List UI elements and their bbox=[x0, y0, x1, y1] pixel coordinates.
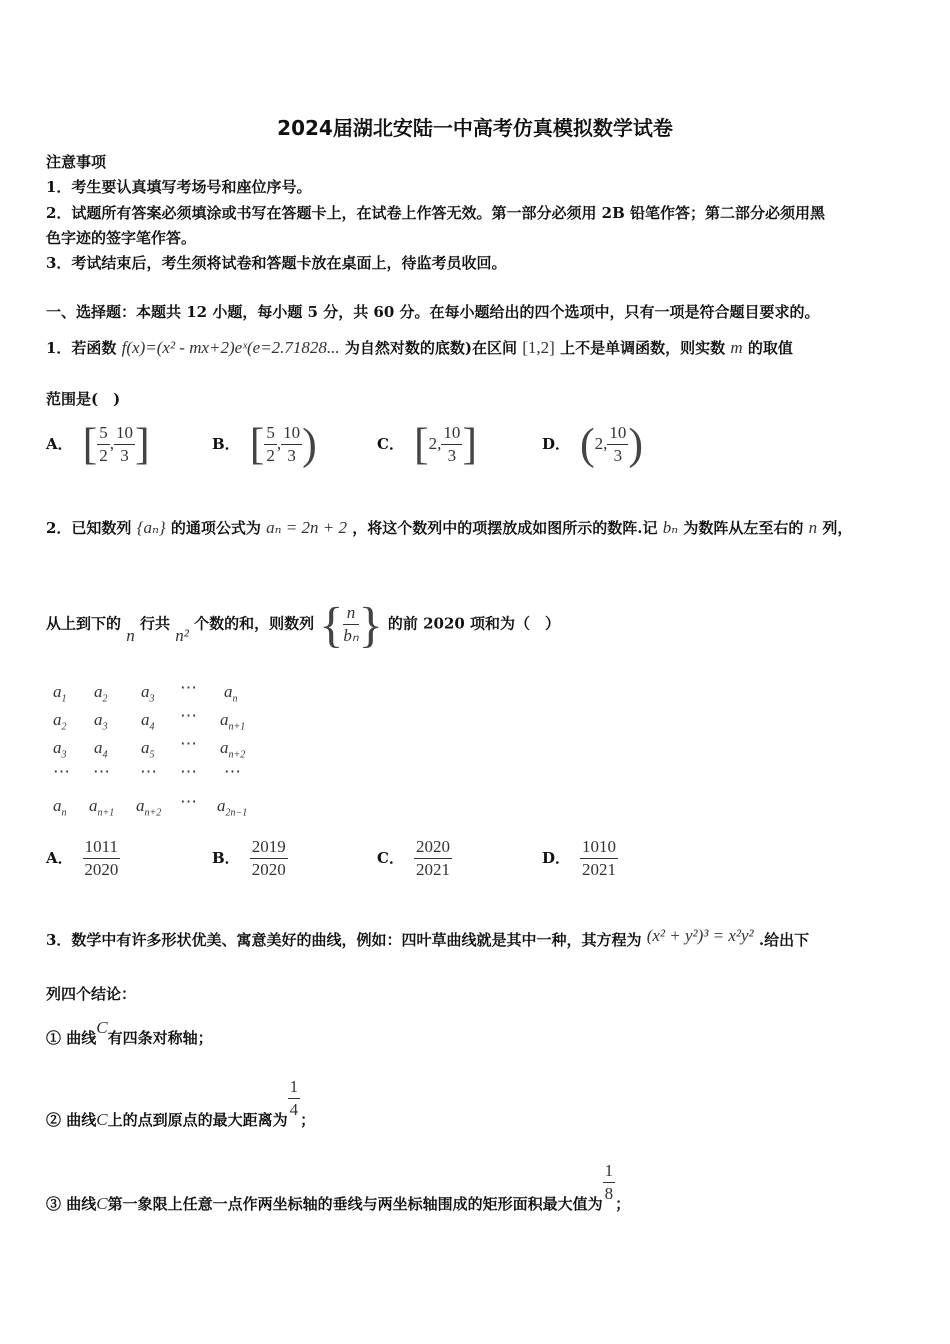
c1-text-b: 有四条对称轴； bbox=[107, 1029, 213, 1047]
left-bracket: [ bbox=[249, 419, 265, 469]
q3-suffix: .给出下 bbox=[758, 931, 810, 949]
q3-conclusion-2 bbox=[46, 1076, 316, 1129]
q2-formula: aₙ = 2n + 2 bbox=[266, 518, 348, 537]
notice-item-1: 1．考生要认真填写考场号和座位序号。 bbox=[46, 178, 312, 196]
right-brace: } bbox=[358, 596, 383, 653]
notice-item-2-cont: 色字迹的签字笔作答。 bbox=[46, 229, 197, 247]
section-heading: 一、选择题：本题共 12 小题，每小题 5 分，共 60 分。在每小题给出的四个选项中，只有一项是符合题目要求的。 bbox=[46, 303, 820, 321]
q1-option-d[interactable]: D． (2, $\frac{10}{3}$ ) bbox=[542, 419, 644, 469]
c2-text-a: ② 曲线 bbox=[46, 1110, 97, 1129]
fraction: $\frac{5}{2}$ bbox=[266, 423, 275, 465]
right-bracket: ) bbox=[628, 419, 644, 469]
fraction: $\frac{10}{3}$ bbox=[116, 423, 134, 465]
fraction: $\frac{10}{3}$ bbox=[443, 423, 461, 465]
fraction: $\frac{1011}{2020}$ bbox=[84, 837, 119, 879]
q2-option-d[interactable] bbox=[542, 836, 618, 881]
left-brace: { bbox=[319, 596, 344, 653]
q2-seq: {aₙ} bbox=[136, 518, 166, 537]
option-label: C． bbox=[377, 435, 404, 453]
c2-var: C bbox=[96, 1109, 108, 1129]
option-label: A． bbox=[46, 849, 73, 867]
q1-line2: 范围是( ) bbox=[46, 390, 121, 408]
fraction: $\frac{10}{3}$ bbox=[283, 423, 301, 465]
q3-conclusion-1 bbox=[46, 1018, 213, 1048]
c2-text-c: ； bbox=[300, 1110, 316, 1129]
q2-line2 bbox=[46, 596, 561, 653]
q2-bn: bₙ bbox=[662, 518, 679, 537]
option-label: D． bbox=[542, 849, 571, 867]
q3-conclusion-3 bbox=[46, 1160, 631, 1213]
q1-formula: f(x)=(x² - mx+2)eˣ(e=2.71828... bbox=[121, 338, 340, 357]
q3-formula: (x² + y²)³ = x²y² bbox=[646, 926, 754, 945]
q2-mid2: ，将这个数列中的项摆放成如图所示的数阵.记 bbox=[352, 519, 658, 537]
fraction: $\frac{2020}{2021}$ bbox=[415, 837, 450, 879]
q2-n-squared: n² bbox=[175, 625, 189, 645]
c3-var: C bbox=[96, 1193, 108, 1213]
fraction: $\frac{1010}{2021}$ bbox=[582, 837, 617, 879]
q1-option-b[interactable]: B． [ $\frac{5}{2}$ , $\frac{10}{3}$ ) bbox=[212, 419, 317, 469]
fraction: $\frac{10}{3}$ bbox=[609, 423, 627, 465]
option-label: B． bbox=[212, 435, 240, 453]
option-label: A． bbox=[46, 435, 73, 453]
q2-n: n bbox=[808, 518, 818, 537]
fraction: $\frac{n}{\text{bₙ}}$ bbox=[343, 603, 359, 645]
q2-n-var: n bbox=[126, 625, 135, 645]
notice-item-2: 2．试题所有答案必须填涂或书写在答题卡上，在试卷上作答无效。第一部分必须用 2B 铅笔作答；第二部分必须用黑 bbox=[46, 204, 826, 222]
c3-text-c: ； bbox=[615, 1194, 631, 1213]
q3-line2: 列四个结论： bbox=[46, 985, 137, 1003]
q1-option-c[interactable]: C． [2, $\frac{10}{3}$ ] bbox=[377, 419, 478, 469]
c3-text-a: ③ 曲线 bbox=[46, 1194, 97, 1213]
right-bracket: ] bbox=[462, 419, 478, 469]
c2-text-b: 上的点到原点的最大距离为 bbox=[107, 1110, 288, 1129]
q2-option-a[interactable] bbox=[46, 836, 120, 881]
option-label: C． bbox=[377, 849, 404, 867]
q2-suffix: 列， bbox=[822, 519, 853, 537]
c1-text-a: ① 曲线 bbox=[46, 1029, 97, 1047]
q2-option-c[interactable] bbox=[377, 836, 452, 881]
fraction: $\frac{1}{4}$ bbox=[289, 1077, 299, 1119]
q2-mid3: 为数阵从左至右的 bbox=[683, 519, 804, 537]
left-bracket: [ bbox=[82, 419, 98, 469]
notice-item-3: 3．考试结束后，考生须将试卷和答题卡放在桌面上，待监考员收回。 bbox=[46, 254, 507, 272]
question-2 bbox=[46, 518, 852, 538]
fraction: $\frac{5}{2}$ bbox=[99, 423, 108, 465]
right-bracket: ) bbox=[302, 419, 317, 469]
q1-mid: 为自然对数的底数)在区间 bbox=[344, 339, 518, 357]
notice-heading: 注意事项 bbox=[46, 153, 107, 171]
q1-suffix: 的取值 bbox=[747, 339, 793, 357]
q2-line2-a: 从上到下的 bbox=[46, 614, 122, 633]
fraction: $\frac{2019}{2020}$ bbox=[251, 837, 286, 879]
option-label: B． bbox=[212, 849, 240, 867]
page-title: 2024届湖北安陆一中高考仿真模拟数学试卷 bbox=[277, 116, 673, 140]
question-3 bbox=[46, 926, 810, 950]
q1-prefix: 1．若函数 bbox=[46, 339, 117, 357]
q2-mid: 的通项公式为 bbox=[170, 519, 261, 537]
q2-line2-b: 行共 bbox=[139, 614, 170, 633]
q2-option-b[interactable] bbox=[212, 836, 288, 881]
q3-prefix: 3．数学中有许多形状优美、寓意美好的曲线，例如：四叶草曲线就是其中一种，其方程为 bbox=[46, 931, 642, 949]
left-bracket: [ bbox=[413, 419, 429, 469]
q1-var-m: m bbox=[730, 338, 743, 357]
q2-prefix: 2．已知数列 bbox=[46, 519, 132, 537]
left-bracket: ( bbox=[580, 419, 595, 469]
q1-interval: [1,2] bbox=[522, 338, 555, 357]
q2-line2-d: 的前 2020 项和为（ ） bbox=[387, 614, 561, 633]
c3-text-b: 第一象限上任意一点作两坐标轴的垂线与两坐标轴围成的矩形面积最大值为 bbox=[107, 1194, 603, 1213]
q1-mid2: 上不是单调函数，则实数 bbox=[560, 339, 726, 357]
right-bracket: ] bbox=[135, 419, 150, 469]
question-1 bbox=[46, 338, 793, 358]
q2-line2-c: 个数的和，则数列 bbox=[194, 614, 315, 633]
q1-option-a[interactable]: A． [ $\frac{5}{2}$ , $\frac{10}{3}$ ] bbox=[46, 419, 150, 469]
c1-var: C bbox=[96, 1018, 108, 1037]
fraction: $\frac{1}{8}$ bbox=[604, 1161, 614, 1203]
option-label: D． bbox=[542, 435, 571, 453]
